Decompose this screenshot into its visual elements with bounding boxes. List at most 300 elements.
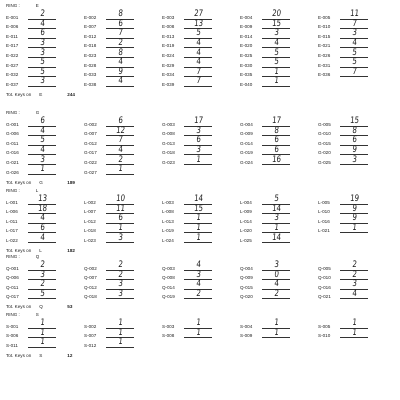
- ring-value: L: [35, 188, 39, 193]
- handwritten-count: 1: [273, 223, 280, 234]
- key-id: E-027: [6, 62, 19, 68]
- key-row: [6, 234, 84, 244]
- handwritten-count: 3: [39, 269, 46, 280]
- key-id: G-003: [162, 121, 175, 127]
- key-id: Q-004: [240, 265, 253, 271]
- key-id: G-005: [318, 121, 331, 127]
- ring-total: [6, 353, 72, 358]
- key-id: L-012: [84, 218, 96, 224]
- handwritten-count: 6: [117, 18, 124, 29]
- key-id: G-015: [318, 140, 331, 146]
- key-id: E-034: [162, 72, 175, 78]
- key-id: S-006: [6, 333, 19, 339]
- key-column: [318, 320, 396, 339]
- handwritten-count: 14: [271, 203, 282, 214]
- handwritten-count: 1: [195, 318, 202, 329]
- handwritten-count: 2: [117, 154, 124, 165]
- key-id: G-004: [240, 121, 253, 127]
- ring-prefix: RING :: [6, 312, 20, 317]
- key-id: G-016: [6, 150, 19, 156]
- ring-prefix: RING :: [6, 254, 20, 259]
- key-id: E-039: [162, 81, 175, 87]
- handwritten-count: 2: [351, 269, 358, 280]
- key-id: S-003: [162, 323, 175, 329]
- key-id: S-004: [240, 323, 253, 329]
- handwritten-count: 4: [39, 232, 46, 243]
- key-id: L-009: [240, 209, 252, 215]
- handwritten-count: 1: [117, 223, 124, 234]
- handwritten-count: 6: [39, 28, 46, 39]
- handwritten-count: 1: [351, 318, 358, 329]
- key-row: [162, 234, 240, 244]
- handwritten-count: 5: [195, 28, 202, 39]
- ring-label: [6, 254, 39, 259]
- handwritten-count: 15: [349, 116, 360, 127]
- handwritten-count: 3: [39, 38, 46, 49]
- ring-value: Q: [35, 254, 40, 259]
- handwritten-count: 4: [117, 57, 124, 68]
- handwritten-count: 1: [39, 327, 46, 338]
- key-column: [84, 196, 162, 244]
- key-id: G-023: [162, 159, 175, 165]
- handwritten-count: 1: [273, 318, 280, 329]
- ring-label: [6, 312, 39, 317]
- handwritten-count: 8: [351, 125, 358, 136]
- key-id: E-022: [6, 52, 19, 58]
- handwritten-count: 6: [351, 135, 358, 146]
- handwritten-count: 18: [37, 203, 48, 214]
- key-column: [240, 196, 318, 244]
- ring-section: [0, 3, 400, 102]
- key-id: Q-006: [6, 275, 19, 281]
- total-ring: Q: [39, 304, 43, 310]
- key-id: E-004: [240, 14, 253, 20]
- key-id: E-030: [240, 62, 253, 68]
- handwritten-count: 15: [193, 203, 204, 214]
- key-id: G-013: [162, 140, 175, 146]
- total-label: Tot. Keys on: [6, 91, 32, 97]
- total-count: 53: [67, 304, 73, 310]
- handwritten-count: 8: [117, 9, 124, 20]
- key-id: G-002: [84, 121, 97, 127]
- key-id: E-013: [162, 33, 175, 39]
- key-id: E-002: [84, 14, 97, 20]
- handwritten-count: 5: [39, 57, 46, 68]
- key-id: Q-003: [162, 265, 175, 271]
- ring-value: S: [35, 312, 39, 317]
- total-count: 182: [67, 248, 75, 253]
- ring-section: [0, 110, 400, 190]
- handwritten-count: 6: [117, 213, 124, 224]
- key-id: L-019: [162, 228, 174, 234]
- key-id: E-001: [6, 14, 19, 20]
- key-id: Q-021: [318, 294, 331, 300]
- ring-total: [6, 304, 72, 309]
- key-column: [6, 118, 84, 176]
- key-id: G-021: [6, 159, 19, 165]
- key-row: [162, 156, 240, 166]
- handwritten-count: 2: [195, 289, 202, 300]
- key-id: E-031: [318, 62, 331, 68]
- key-id: Q-002: [84, 265, 97, 271]
- handwritten-count: 7: [117, 28, 124, 39]
- key-id: S-001: [6, 323, 19, 329]
- handwritten-count: 4: [39, 145, 46, 156]
- handwritten-count: 14: [193, 194, 204, 205]
- handwritten-count: 5: [273, 57, 280, 68]
- key-id: L-004: [240, 199, 252, 205]
- handwritten-count: 2: [117, 38, 124, 49]
- handwritten-count: 6: [273, 145, 280, 156]
- handwritten-count: 3: [195, 125, 202, 136]
- key-column: [240, 11, 318, 88]
- key-id: G-008: [162, 131, 175, 137]
- key-id: E-011: [6, 33, 18, 39]
- key-id: G-018: [162, 150, 175, 156]
- ring-label: [6, 110, 39, 115]
- key-id: Q-017: [6, 294, 19, 300]
- handwritten-count: 5: [39, 66, 46, 77]
- key-id: E-003: [162, 14, 175, 20]
- key-id: E-010: [318, 24, 331, 30]
- key-id: L-016: [318, 218, 330, 224]
- key-id: E-026: [318, 52, 331, 58]
- handwritten-count: 2: [39, 279, 46, 290]
- key-id: E-020: [240, 43, 253, 49]
- key-id: E-008: [162, 24, 175, 30]
- key-id: E-018: [84, 43, 97, 49]
- handwritten-count: 1: [117, 327, 124, 338]
- handwritten-count: 4: [39, 125, 46, 136]
- handwritten-count: 1: [117, 337, 124, 348]
- key-id: S-012: [84, 342, 97, 348]
- key-id: Q-015: [240, 284, 253, 290]
- key-id: G-026: [6, 169, 19, 175]
- handwritten-count: 1: [273, 327, 280, 338]
- key-id: S-008: [162, 333, 175, 339]
- handwritten-count: 27: [193, 9, 204, 20]
- key-id: Q-014: [162, 284, 175, 290]
- key-id: L-006: [6, 209, 18, 215]
- handwritten-count: 2: [117, 269, 124, 280]
- key-id: L-008: [162, 209, 174, 215]
- key-row: [162, 78, 240, 88]
- key-column: [84, 118, 162, 176]
- key-id: E-006: [6, 24, 19, 30]
- handwritten-count: 4: [273, 38, 280, 49]
- handwritten-count: 3: [351, 279, 358, 290]
- total-label: Tot. Keys on: [6, 304, 32, 310]
- handwritten-count: 5: [39, 289, 46, 300]
- key-id: Q-010: [318, 275, 331, 281]
- key-id: Q-018: [84, 294, 97, 300]
- key-id: L-025: [240, 237, 252, 243]
- handwritten-count: 1: [39, 164, 46, 175]
- key-id: S-009: [240, 333, 253, 339]
- key-id: L-002: [84, 199, 96, 205]
- key-id: L-022: [6, 237, 18, 243]
- key-row: [240, 234, 318, 244]
- total-ring: E: [39, 91, 43, 97]
- key-id: Q-009: [240, 275, 253, 281]
- total-ring: G: [39, 179, 43, 185]
- key-id: G-019: [240, 150, 253, 156]
- key-column: [318, 262, 396, 300]
- handwritten-count: 4: [195, 260, 202, 271]
- key-id: L-014: [240, 218, 252, 224]
- handwritten-count: 4: [195, 57, 202, 68]
- key-row: [84, 234, 162, 244]
- ring-prefix: RING :: [6, 3, 20, 8]
- handwritten-count: 1: [195, 213, 202, 224]
- handwritten-count: 5: [273, 194, 280, 205]
- key-column: [6, 11, 84, 88]
- key-id: E-029: [162, 62, 175, 68]
- key-id: Q-011: [6, 284, 19, 290]
- key-id: E-021: [318, 43, 331, 49]
- handwritten-count: 7: [117, 135, 124, 146]
- handwritten-count: 1: [39, 318, 46, 329]
- handwritten-count: 4: [195, 38, 202, 49]
- key-id: E-007: [84, 24, 97, 30]
- handwritten-count: 3: [117, 279, 124, 290]
- handwritten-count: 5: [273, 47, 280, 58]
- ring-section: [0, 312, 400, 363]
- handwritten-count: 2: [273, 289, 280, 300]
- key-id: E-014: [240, 33, 253, 39]
- handwritten-count: 1: [351, 327, 358, 338]
- total-ring: L: [39, 248, 42, 253]
- key-id: E-025: [240, 52, 253, 58]
- key-id: G-022: [84, 159, 97, 165]
- key-id: E-036: [318, 72, 331, 78]
- key-id: L-024: [162, 237, 174, 243]
- key-id: G-012: [84, 140, 97, 146]
- key-id: E-024: [162, 52, 175, 58]
- key-id: Q-001: [6, 265, 19, 271]
- total-count: 189: [67, 179, 75, 185]
- key-id: Q-020: [240, 294, 253, 300]
- handwritten-count: 17: [193, 116, 204, 127]
- handwritten-count: 1: [195, 154, 202, 165]
- key-column: [240, 118, 318, 166]
- ring-label: [6, 3, 39, 8]
- key-id: G-025: [318, 159, 331, 165]
- handwritten-count: 3: [273, 28, 280, 39]
- handwritten-count: 3: [351, 28, 358, 39]
- key-id: L-020: [240, 228, 252, 234]
- handwritten-count: 1: [195, 232, 202, 243]
- handwritten-count: 5: [351, 57, 358, 68]
- handwritten-count: 2: [39, 9, 46, 20]
- key-id: E-019: [162, 43, 175, 49]
- ring-prefix: RING :: [6, 188, 20, 193]
- key-id: E-035: [240, 72, 253, 78]
- handwritten-count: 9: [351, 203, 358, 214]
- ring-label: [6, 188, 38, 193]
- key-id: S-010: [318, 333, 331, 339]
- key-column: [162, 262, 240, 300]
- handwritten-count: 3: [117, 232, 124, 243]
- key-id: E-015: [318, 33, 331, 39]
- key-row: [6, 78, 84, 88]
- key-id: E-005: [318, 14, 331, 20]
- key-row: [318, 327, 396, 340]
- key-id: E-009: [240, 24, 253, 30]
- ring-prefix: RING :: [6, 110, 20, 115]
- handwritten-count: 11: [115, 203, 126, 214]
- handwritten-count: 13: [37, 194, 48, 205]
- handwritten-count: 4: [195, 47, 202, 58]
- handwritten-count: 4: [273, 279, 280, 290]
- key-id: E-038: [84, 81, 97, 87]
- total-label: Tot. Keys on: [6, 179, 32, 185]
- key-column: [318, 118, 396, 166]
- handwritten-count: 8: [273, 125, 280, 136]
- handwritten-count: 17: [271, 116, 282, 127]
- key-id: E-012: [84, 33, 97, 39]
- key-column: [84, 11, 162, 88]
- key-row: [84, 339, 162, 349]
- handwritten-count: 7: [351, 18, 358, 29]
- key-id: Q-012: [84, 284, 97, 290]
- key-id: Q-005: [318, 265, 331, 271]
- handwritten-count: 14: [271, 232, 282, 243]
- handwritten-count: 9: [351, 145, 358, 156]
- handwritten-count: 15: [271, 18, 282, 29]
- handwritten-count: 9: [117, 66, 124, 77]
- key-id: E-037: [6, 81, 19, 87]
- key-row: [240, 156, 318, 166]
- handwritten-count: 3: [273, 260, 280, 271]
- key-id: Q-019: [162, 294, 175, 300]
- handwritten-count: 3: [351, 154, 358, 165]
- key-id: G-001: [6, 121, 19, 127]
- handwritten-count: 0: [273, 269, 280, 280]
- key-row: [318, 291, 396, 301]
- key-id: Q-016: [318, 284, 331, 290]
- key-column: [162, 11, 240, 88]
- key-column: [162, 118, 240, 166]
- key-row: [240, 78, 318, 88]
- key-row: [318, 225, 396, 235]
- key-id: L-003: [162, 199, 174, 205]
- handwritten-count: 1: [273, 66, 280, 77]
- key-id: L-010: [318, 209, 330, 215]
- handwritten-count: 3: [195, 269, 202, 280]
- handwritten-count: 19: [349, 194, 360, 205]
- key-id: L-021: [318, 228, 330, 234]
- key-id: L-017: [6, 228, 18, 234]
- key-id: S-007: [84, 333, 97, 339]
- key-column: [318, 196, 396, 234]
- handwritten-count: 5: [39, 135, 46, 146]
- key-column: [6, 262, 84, 300]
- handwritten-count: 1: [117, 164, 124, 175]
- handwritten-count: 4: [195, 279, 202, 290]
- handwritten-count: 10: [115, 194, 126, 205]
- handwritten-count: 3: [195, 145, 202, 156]
- ring-total: [6, 248, 75, 253]
- key-row: [6, 291, 84, 301]
- handwritten-count: 2: [39, 260, 46, 271]
- handwritten-count: 7: [195, 76, 202, 87]
- handwritten-count: 3: [39, 76, 46, 87]
- handwritten-count: 6: [117, 116, 124, 127]
- key-id: L-011: [6, 218, 18, 224]
- key-column: [84, 320, 162, 349]
- key-id: S-011: [6, 342, 18, 348]
- handwritten-count: 3: [117, 289, 124, 300]
- total-label: Tot. Keys on: [6, 352, 32, 358]
- key-id: G-027: [84, 169, 97, 175]
- handwritten-count: 8: [117, 47, 124, 58]
- handwritten-count: 1: [351, 223, 358, 234]
- total-count: 12: [67, 352, 73, 358]
- key-id: G-007: [84, 131, 97, 137]
- handwritten-count: 3: [39, 47, 46, 58]
- key-id: Q-008: [162, 275, 175, 281]
- key-id: G-020: [318, 150, 331, 156]
- key-id: G-011: [6, 140, 19, 146]
- key-row: [240, 327, 318, 340]
- ring-value: E: [35, 3, 39, 8]
- key-column: [318, 11, 396, 78]
- handwritten-count: 6: [195, 135, 202, 146]
- handwritten-count: 5: [351, 47, 358, 58]
- handwritten-count: 1: [117, 318, 124, 329]
- handwritten-count: 1: [39, 337, 46, 348]
- ring-section: [0, 188, 400, 258]
- key-id: G-009: [240, 131, 253, 137]
- key-row: [84, 78, 162, 88]
- key-id: E-032: [6, 72, 19, 78]
- handwritten-count: 2: [117, 260, 124, 271]
- ring-section: [0, 254, 400, 314]
- key-row: [6, 339, 84, 349]
- handwritten-count: 6: [39, 223, 46, 234]
- handwritten-count: 4: [39, 18, 46, 29]
- handwritten-count: 3: [39, 154, 46, 165]
- handwritten-count: 16: [271, 154, 282, 165]
- key-column: [240, 262, 318, 300]
- handwritten-count: 9: [351, 213, 358, 224]
- handwritten-count: 12: [115, 125, 126, 136]
- total-count: 244: [67, 91, 75, 97]
- key-id: S-005: [318, 323, 331, 329]
- key-id: E-023: [84, 52, 97, 58]
- key-row: [318, 156, 396, 166]
- handwritten-count: 1: [195, 327, 202, 338]
- key-row: [84, 291, 162, 301]
- ring-total: [6, 92, 75, 97]
- total-label: Tot. Keys on: [6, 248, 32, 253]
- handwritten-count: 4: [117, 145, 124, 156]
- total-ring: S: [39, 352, 43, 358]
- key-id: L-001: [6, 199, 18, 205]
- key-id: G-024: [240, 159, 253, 165]
- key-id: E-040: [240, 81, 253, 87]
- key-row: [6, 166, 84, 176]
- key-row: [162, 291, 240, 301]
- ring-value: G: [35, 110, 40, 115]
- handwritten-count: 4: [351, 289, 358, 300]
- handwritten-count: 11: [349, 9, 360, 20]
- key-id: E-017: [6, 43, 19, 49]
- key-id: G-014: [240, 140, 253, 146]
- key-id: G-010: [318, 131, 331, 137]
- key-id: G-006: [6, 131, 19, 137]
